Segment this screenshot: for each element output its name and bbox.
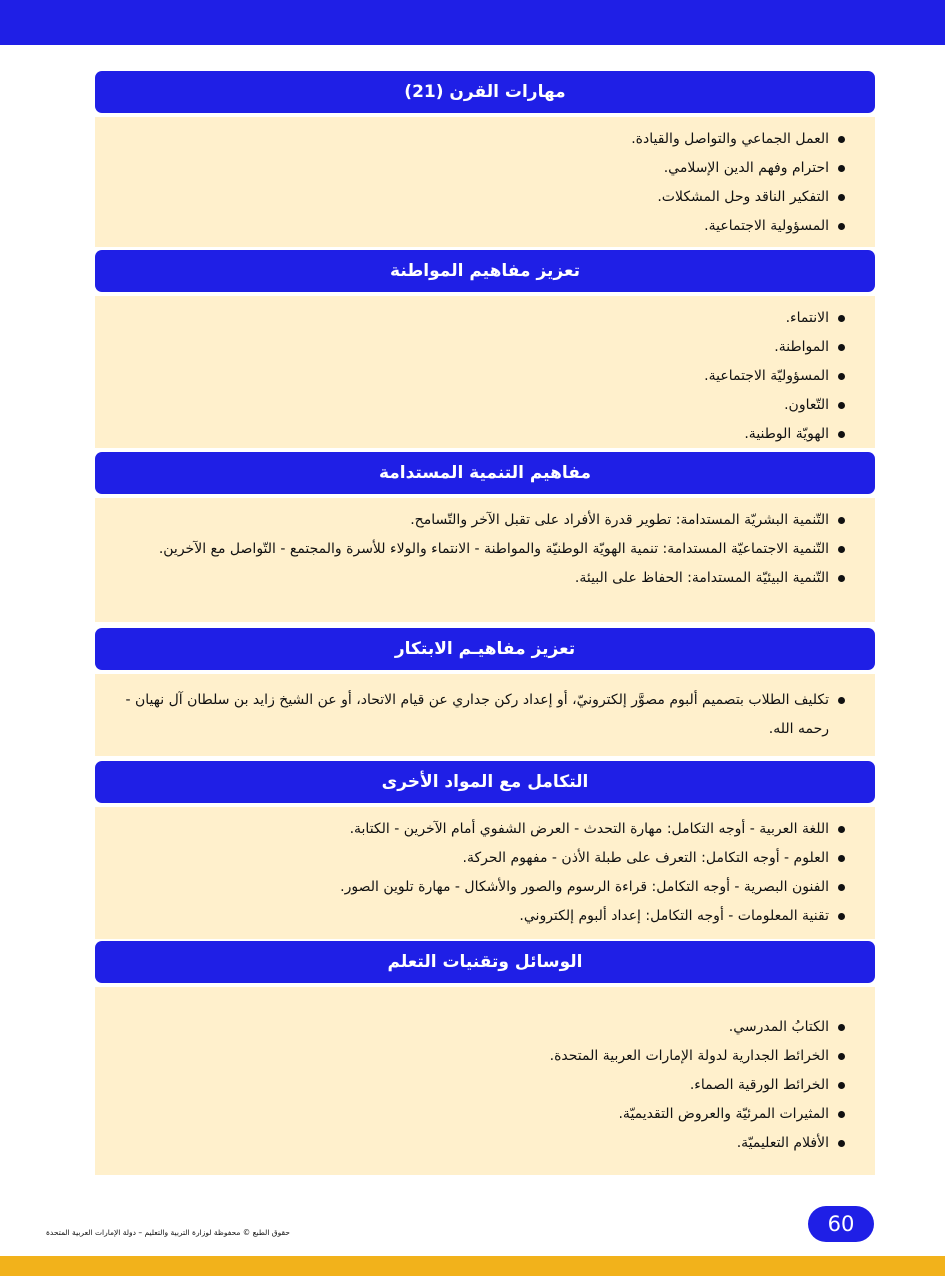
top-banner bbox=[0, 0, 945, 45]
section-learning-resources bbox=[95, 941, 875, 1175]
bullet-list bbox=[109, 815, 845, 931]
list-item: العمل الجماعي والتواصل والقيادة. bbox=[109, 125, 845, 154]
list-item: الفنون البصرية - أوجه التكامل: قراءة الرسوم والصور والأشكال - مهارة تلوين الصور. bbox=[109, 873, 845, 902]
list-item: تكليف الطلاب بتصميم ألبوم مصوَّر إلكترونيّ، أو إعداد ركن جداري عن قيام الاتحاد، أو عن الشيخ زايد بن سلطان آل نهيان - رحمه الله. bbox=[109, 686, 845, 744]
section-title: التكامل مع المواد الأخرى bbox=[95, 761, 875, 803]
list-item: اللغة العربية - أوجه التكامل: مهارة التحدث - العرض الشفوي أمام الآخرين - الكتابة. bbox=[109, 815, 845, 844]
section-citizenship-concepts bbox=[95, 250, 875, 448]
section-title: مفاهيم التنمية المستدامة bbox=[95, 452, 875, 494]
section-body bbox=[95, 807, 875, 939]
section-title: تعزيز مفاهيـم الابتكار bbox=[95, 628, 875, 670]
list-item: الخرائط الورقية الصماء. bbox=[109, 1071, 845, 1100]
copyright-notice: حقوق الطبع © محفوظة لوزارة التربية والتعليم – دولة الإمارات العربية المتحدة bbox=[46, 1228, 290, 1237]
list-item: الهويّة الوطنية. bbox=[109, 420, 845, 449]
list-item: المواطنة. bbox=[109, 333, 845, 362]
bottom-banner bbox=[0, 1256, 945, 1276]
list-item: العلوم - أوجه التكامل: التعرف على طبلة الأذن - مفهوم الحركة. bbox=[109, 844, 845, 873]
list-item: تقنية المعلومات - أوجه التكامل: إعداد ألبوم إلكتروني. bbox=[109, 902, 845, 931]
bullet-list bbox=[109, 125, 845, 241]
section-sustainable-development bbox=[95, 452, 875, 622]
section-title: الوسائل وتقنيات التعلم bbox=[95, 941, 875, 983]
list-item: احترام وفهم الدين الإسلامي. bbox=[109, 154, 845, 183]
section-cross-curricular-integration bbox=[95, 761, 875, 939]
bullet-list bbox=[109, 686, 845, 744]
section-innovation-concepts bbox=[95, 628, 875, 756]
list-item: المسؤوليّة الاجتماعية. bbox=[109, 362, 845, 391]
section-body bbox=[95, 296, 875, 448]
section-title: تعزيز مفاهيم المواطنة bbox=[95, 250, 875, 292]
section-21st-century-skills bbox=[95, 71, 875, 247]
list-item: الكتابُ المدرسي. bbox=[109, 1013, 845, 1042]
list-item: الخرائط الجدارية لدولة الإمارات العربية المتحدة. bbox=[109, 1042, 845, 1071]
section-body bbox=[95, 498, 875, 622]
list-item: التّنمية البشريّة المستدامة: تطوير قدرة الأفراد على تقبل الآخر والتّسامح. bbox=[109, 506, 845, 535]
section-body bbox=[95, 674, 875, 756]
list-item: التّنمية الاجتماعيّة المستدامة: تنمية الهويّة الوطنيّة والمواطنة - الانتماء والولاء للأسرة والمجتمع - التّواصل مع الآخرين. bbox=[109, 535, 845, 564]
bullet-list bbox=[109, 506, 845, 593]
list-item: المثيرات المرئيّة والعروض التقديميّة. bbox=[109, 1100, 845, 1129]
list-item: التّعاون. bbox=[109, 391, 845, 420]
bullet-list bbox=[109, 304, 845, 449]
list-item: الانتماء. bbox=[109, 304, 845, 333]
list-item: المسؤولية الاجتماعية. bbox=[109, 212, 845, 241]
list-item: التفكير الناقد وحل المشكلات. bbox=[109, 183, 845, 212]
section-title: مهارات القرن (21) bbox=[95, 71, 875, 113]
list-item: التّنمية البيئيّة المستدامة: الحفاظ على البيئة. bbox=[109, 564, 845, 593]
list-item: الأفلام التعليميّة. bbox=[109, 1129, 845, 1158]
page-number: 60 bbox=[808, 1206, 874, 1242]
section-body bbox=[95, 117, 875, 247]
bullet-list bbox=[109, 1013, 845, 1158]
section-body bbox=[95, 987, 875, 1175]
